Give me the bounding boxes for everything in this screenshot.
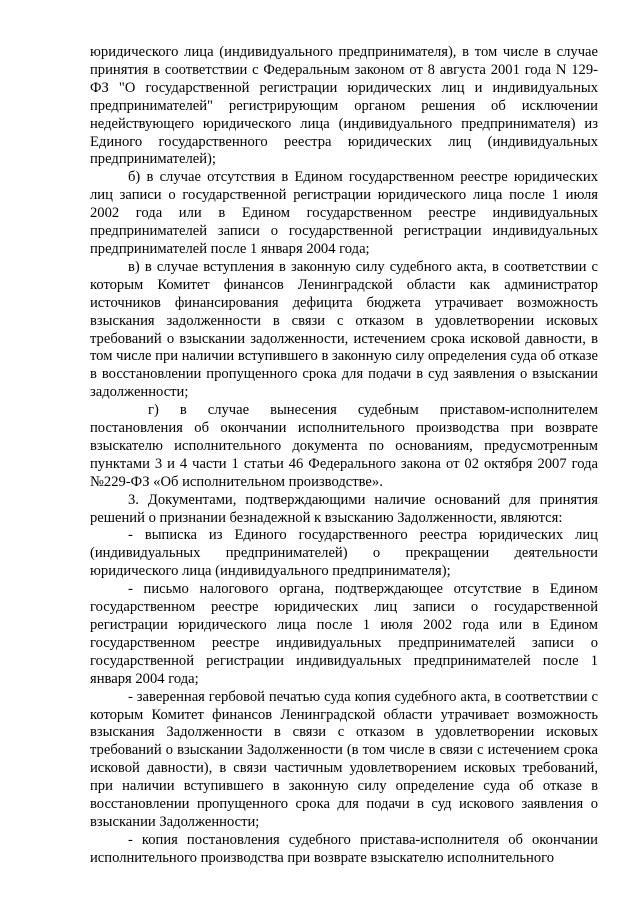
paragraph-continuation: юридического лица (индивидуального предпринимателя), в том числе в случае принятия в соответствии с Федеральным законом от 8 августа 2001 года N 129-ФЗ "О государственной регистрации юридических лиц и индивидуальных предпринимателей" регистрирующим органом решения об исключении недействующего юридического лица (индивидуального предпринимателя) из Единого государственного реестра юридических лиц (индивидуальных предпринимателей); [90,44,598,168]
paragraph-item-g: г) в случае вынесения судебным приставом-исполнителем постановления об окончании исполнительного производства при возврате взыскателю исполнительного документа по основаниям, предусмотренным пунктами 3 и 4 части 1 статьи 46 Федерального закона от 02 октября 2007 года №229-ФЗ «Об исполнительном производстве». [90,402,598,490]
document-page [90,44,598,868]
list-item-tax-letter: - письмо налогового органа, подтверждающее отсутствие в Едином государственном реестре юридических лиц записи о государственной регистрации юридического лица после 1 июля 2002 года или в Едином государственном реестре индивидуальных предпринимателей записи о государственной регистрации индивидуальных предпринимателей после 1 января 2004 года; [90,581,598,687]
list-item-bailiff-resolution: - копия постановления судебного пристава-исполнителя об окончании исполнительного производства при возврате взыскателю исполнительного [90,831,598,866]
list-item-extract: - выписка из Единого государственного реестра юридических лиц (индивидуальных предпринимателей) о прекращении деятельности юридического лица (индивидуального предпринимателя); [90,527,598,580]
paragraph-section-3: 3. Документами, подтверждающими наличие оснований для принятия решений о признании безнадежной к взысканию Задолженности, являются: [90,491,598,526]
list-item-court-act-copy: - заверенная гербовой печатью суда копия судебного акта, в соответствии с которым Комитет финансов Ленинградской области утрачивает возможность взыскания Задолженности в связи с отказом в удовлетворении исковых требований о взыскании Задолженности (в том числе в связи с истечением срока исковой давности), в связи частичным удовлетворением исковых требований, при наличии вступившего в законную силу определение суда об отказе в восстановлении пропущенного срока для подачи в суд искового заявления о взыскании Задолженности; [90,688,598,830]
paragraph-item-v: в) в случае вступления в законную силу судебного акта, в соответствии с которым Комитет финансов Ленинградской области как администратор источников финансирования дефицита бюджета утрачивает возможность взыскания задолженности в связи с отказом в удовлетворении исковых требований о взыскании задолженности, истечением срока исковой давности, в том числе при наличии вступившего в законную силу определения суда об отказе в восстановлении пропущенного срока для подачи в суд заявления о взыскании задолженности; [90,258,598,401]
paragraph-item-b: б) в случае отсутствия в Едином государственном реестре юридических лиц записи о государственной регистрации юридического лица после 1 июля 2002 года или в Едином государственном реестре индивидуальных предпринимателей записи о государственной регистрации индивидуальных предпринимателей после 1 января 2004 года; [90,169,598,257]
